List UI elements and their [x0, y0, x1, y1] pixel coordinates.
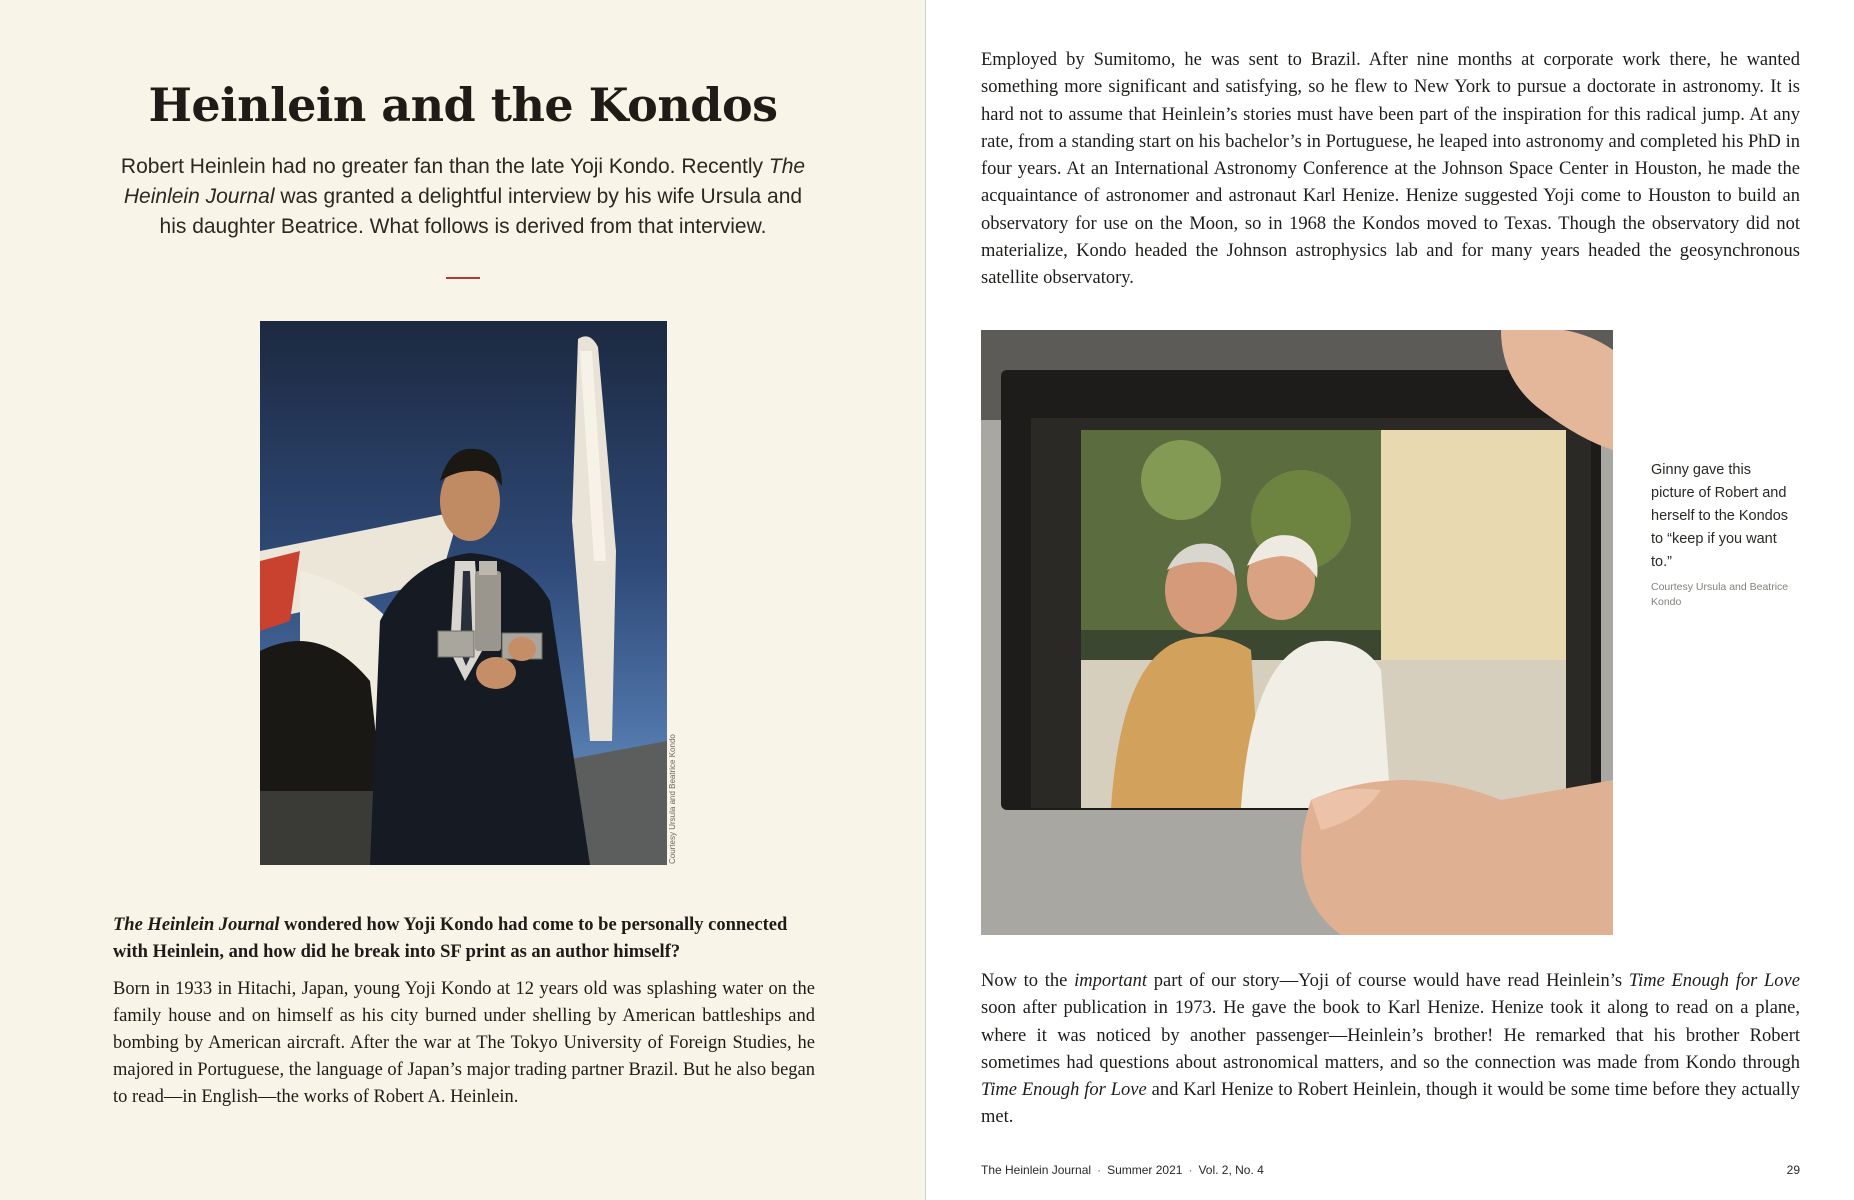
- p3-book-title-1: Time Enough for Love: [1628, 971, 1800, 991]
- article-title: Heinlein and the Kondos: [148, 78, 778, 132]
- deck-text-1: Robert Heinlein had no greater fan than the late Yoji Kondo. Recently: [120, 155, 769, 178]
- p3-text-4: and Karl Henize to Robert Heinlein, though it would be some time before they actually met.: [981, 1080, 1800, 1128]
- photo-left-credit: Courtesy Ursula and Beatrice Kondo: [668, 734, 677, 864]
- footer-separator: ·: [1097, 1163, 1102, 1177]
- deck-text-2: was granted a delightful interview by his wife Ursula and his daughter Beatrice. What follows is derived from that interview.: [159, 185, 803, 238]
- lead-question-text: wondered how Yoji Kondo had come to be personally connected with Heinlein, and how did he break into SF print as an author himself?: [113, 915, 788, 962]
- p3-book-title-2: Time Enough for Love: [981, 1080, 1147, 1101]
- p3-text-2: part of our story—Yoji of course would have read Heinlein’s: [1147, 971, 1629, 991]
- photo-robert-and-ginny: [981, 330, 1613, 935]
- photo-yoji-kondo: [260, 321, 667, 865]
- paragraph-2: Employed by Sumitomo, he was sent to Brazil. After nine months at corporate work there, he wanted something more significant and satisfying, so he flew to New York to pursue a doctorate in astronomy. It is hard not to assume that Heinlein’s stories must have been part of the inspiration for this radical jump. At any rate, from a standing start on his bachelor’s in Portuguese, he leaped into astronomy and completed his PhD in four years. At an International Astronomy Conference at the Johnson Space Center in Houston, he made the acquaintance of astronomer and astronaut Karl Henize. Henize suggested Yoji come to Houston to build an observatory for use on the Moon, so in 1968 the Kondos moved to Texas. Though the observatory did not materialize, Kondo headed the Johnson astrophysics lab and for many years headed the geosynchronous satellite observatory.: [981, 50, 1800, 289]
- page-number: 29: [1786, 1163, 1800, 1177]
- p3-text-1: Now to the: [981, 971, 1075, 991]
- footer-issue: Summer 2021: [1107, 1163, 1183, 1177]
- lead-journal-name: The Heinlein Journal: [113, 915, 280, 935]
- photo-yoji-kondo-image: [260, 321, 667, 865]
- p3-text-3: soon after publication in 1973. He gave the book to Karl Henize. Henize took it along to read on a plane, where it was noticed by another passenger—Heinlein’s brother! He remarked that his brother Robert sometimes had questions about astronomical matters, and so the connection was made from Kondo through: [981, 998, 1800, 1073]
- photo-right-credit: Courtesy Ursula and Beatrice Kondo: [1651, 581, 1789, 608]
- lead-question: [113, 912, 815, 966]
- footer-volume: Vol. 2, No. 4: [1198, 1163, 1264, 1177]
- left-page: [0, 0, 926, 1200]
- decorative-rule: [446, 277, 480, 279]
- photo-robert-and-ginny-image: [981, 330, 1613, 935]
- paragraph-1: Born in 1933 in Hitachi, Japan, young Yoji Kondo at 12 years old was splashing water on the family house and on himself as his city burned under shelling by American battleships and bombing by American aircraft. After the war at The Tokyo University of Foreign Studies, he majored in Portuguese, the language of Japan’s major trading partner Brazil. But he also began to read—in English—the works of Robert A. Heinlein.: [113, 979, 815, 1107]
- photo-right-caption: Ginny gave this picture of Robert and herself to the Kondos to “keep if you want to.”: [1651, 462, 1789, 570]
- p3-emphasis: important: [1074, 971, 1148, 991]
- page-footer: [981, 1163, 1264, 1177]
- paragraph-3: [981, 968, 1800, 1132]
- footer-separator: ·: [1188, 1163, 1193, 1177]
- footer-journal: The Heinlein Journal: [981, 1163, 1092, 1177]
- deck-journal-name: The Heinlein Journal: [123, 155, 806, 208]
- article-deck: [120, 152, 806, 242]
